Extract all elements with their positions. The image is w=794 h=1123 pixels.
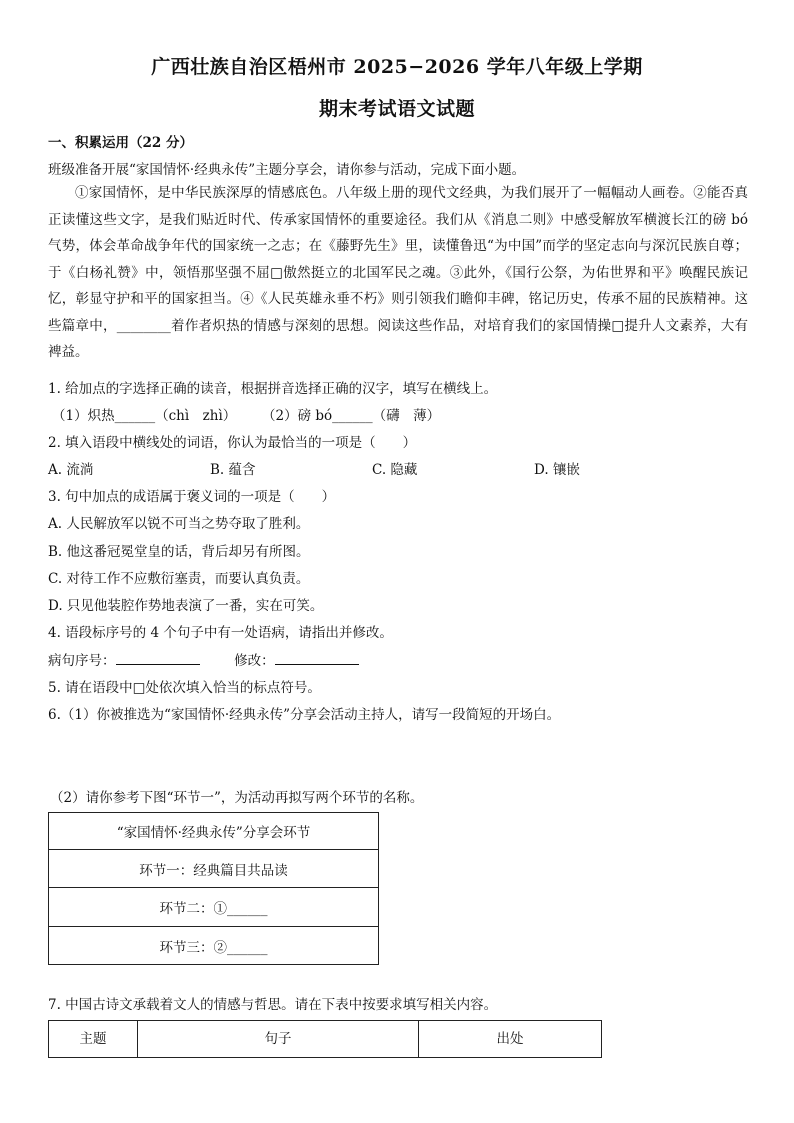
question-5: 5. 请在语段中□处依次填入恰当的标点符号。 [48, 680, 321, 696]
question-7: 7. 中国古诗文承载着文人的情感与哲思。请在下表中按要求填写相关内容。 [48, 997, 498, 1013]
session-table [48, 812, 379, 965]
q3-option-a: A. 人民解放军以锐不可当之势夺取了胜利。 [48, 516, 310, 532]
question-3: 3. 句中加点的成语属于褒义词的一项是（ ） [48, 489, 336, 505]
exam-title-line1: 广西壮族自治区梧州市 2025−2026 学年八年级上学期 [151, 56, 643, 78]
activity-intro: 班级准备开展“家国情怀·经典永传”主题分享会，请你参与活动，完成下面小题。 [48, 162, 526, 178]
question-1-item-2: （2）磅 bó______（礴 薄） [262, 408, 441, 424]
q4-sentence-number-blank[interactable] [116, 652, 200, 665]
q3-option-b: B. 他这番冠冕堂皇的话，背后却另有所图。 [48, 544, 310, 560]
question-1: 1. 给加点的字选择正确的读音，根据拼音选择正确的汉字，填写在横线上。 [48, 381, 498, 397]
q2-option-a: A. 流淌 [48, 462, 94, 478]
q3-option-c: C. 对待工作不应敷衍塞责，而要认真负责。 [48, 571, 310, 587]
q4-revision-blank[interactable] [275, 652, 359, 665]
q2-option-c: C. 隐藏 [372, 462, 418, 478]
q2-option-b: B. 蕴含 [210, 462, 256, 478]
session-row-1: 环节一：经典篇目共品读 [49, 850, 379, 888]
question-4: 4. 语段标序号的 4 个句子中有一处语病，请指出并修改。 [48, 625, 393, 641]
q4-sentence-number-label: 病句序号： [48, 653, 116, 669]
q3-option-d: D. 只见他装腔作势地表演了一番，实在可笑。 [48, 598, 324, 614]
q4-revision-label: 修改： [234, 653, 275, 669]
poetry-table-header-source: 出处 [419, 1021, 602, 1058]
question-2: 2. 填入语段中横线处的词语，你认为最恰当的一项是（ ） [48, 435, 417, 451]
session-row-2[interactable]: 环节二：①______ [49, 888, 379, 927]
question-1-item-1: （1）炽热______（chì zhì） [52, 408, 237, 424]
poetry-table [48, 1020, 602, 1058]
reading-passage: ①家国情怀，是中华民族深厚的情感底色。八年级上册的现代文经典，为我们展开了一幅幅动人画卷。②能否真正读懂这些文字，是我们贴近时代、传承家国情怀的重要途径。我们从《消息二则》中感受解放军横渡长江的磅 bó 气势，体会革命战争年代的国家统一之志；在《藤野先生》里，读懂鲁迅“为中国”而学的坚定志向与深沉民族自尊；于《白杨礼赞》中，领悟那坚强不屈□傲然挺立的北国军民之魂。③此外，《国行公祭，为佑世界和平》唤醒民族记忆，彰显守护和平的国家担当。④《人民英雄永垂不朽》则引领我们瞻仰丰碑，铭记历史，传承不屈的民族精神。这些篇章中，________着作者炽热的情感与深刻的思想。阅读这些作品，对培育我们的家国情操□提升人文素养，大有裨益。 [48, 185, 748, 360]
poetry-table-header-sentence: 句子 [138, 1021, 419, 1058]
exam-title-line2: 期末考试语文试题 [318, 98, 475, 120]
section-heading: 一、积累运用（22 分） [48, 135, 193, 151]
q2-option-d: D. 镶嵌 [534, 462, 580, 478]
session-table-header: “家国情怀·经典永传”分享会环节 [49, 813, 379, 850]
q4-answer-line [48, 649, 359, 669]
poetry-table-header-theme: 主题 [49, 1021, 138, 1058]
session-row-3[interactable]: 环节三：②______ [49, 927, 379, 965]
question-6-part-1: 6.（1）你被推选为“家国情怀·经典永传”分享会活动主持人，请写一段简短的开场白。 [48, 707, 561, 723]
question-6-part-2: （2）请你参考下图“环节一”，为活动再拟写两个环节的名称。 [50, 790, 424, 806]
